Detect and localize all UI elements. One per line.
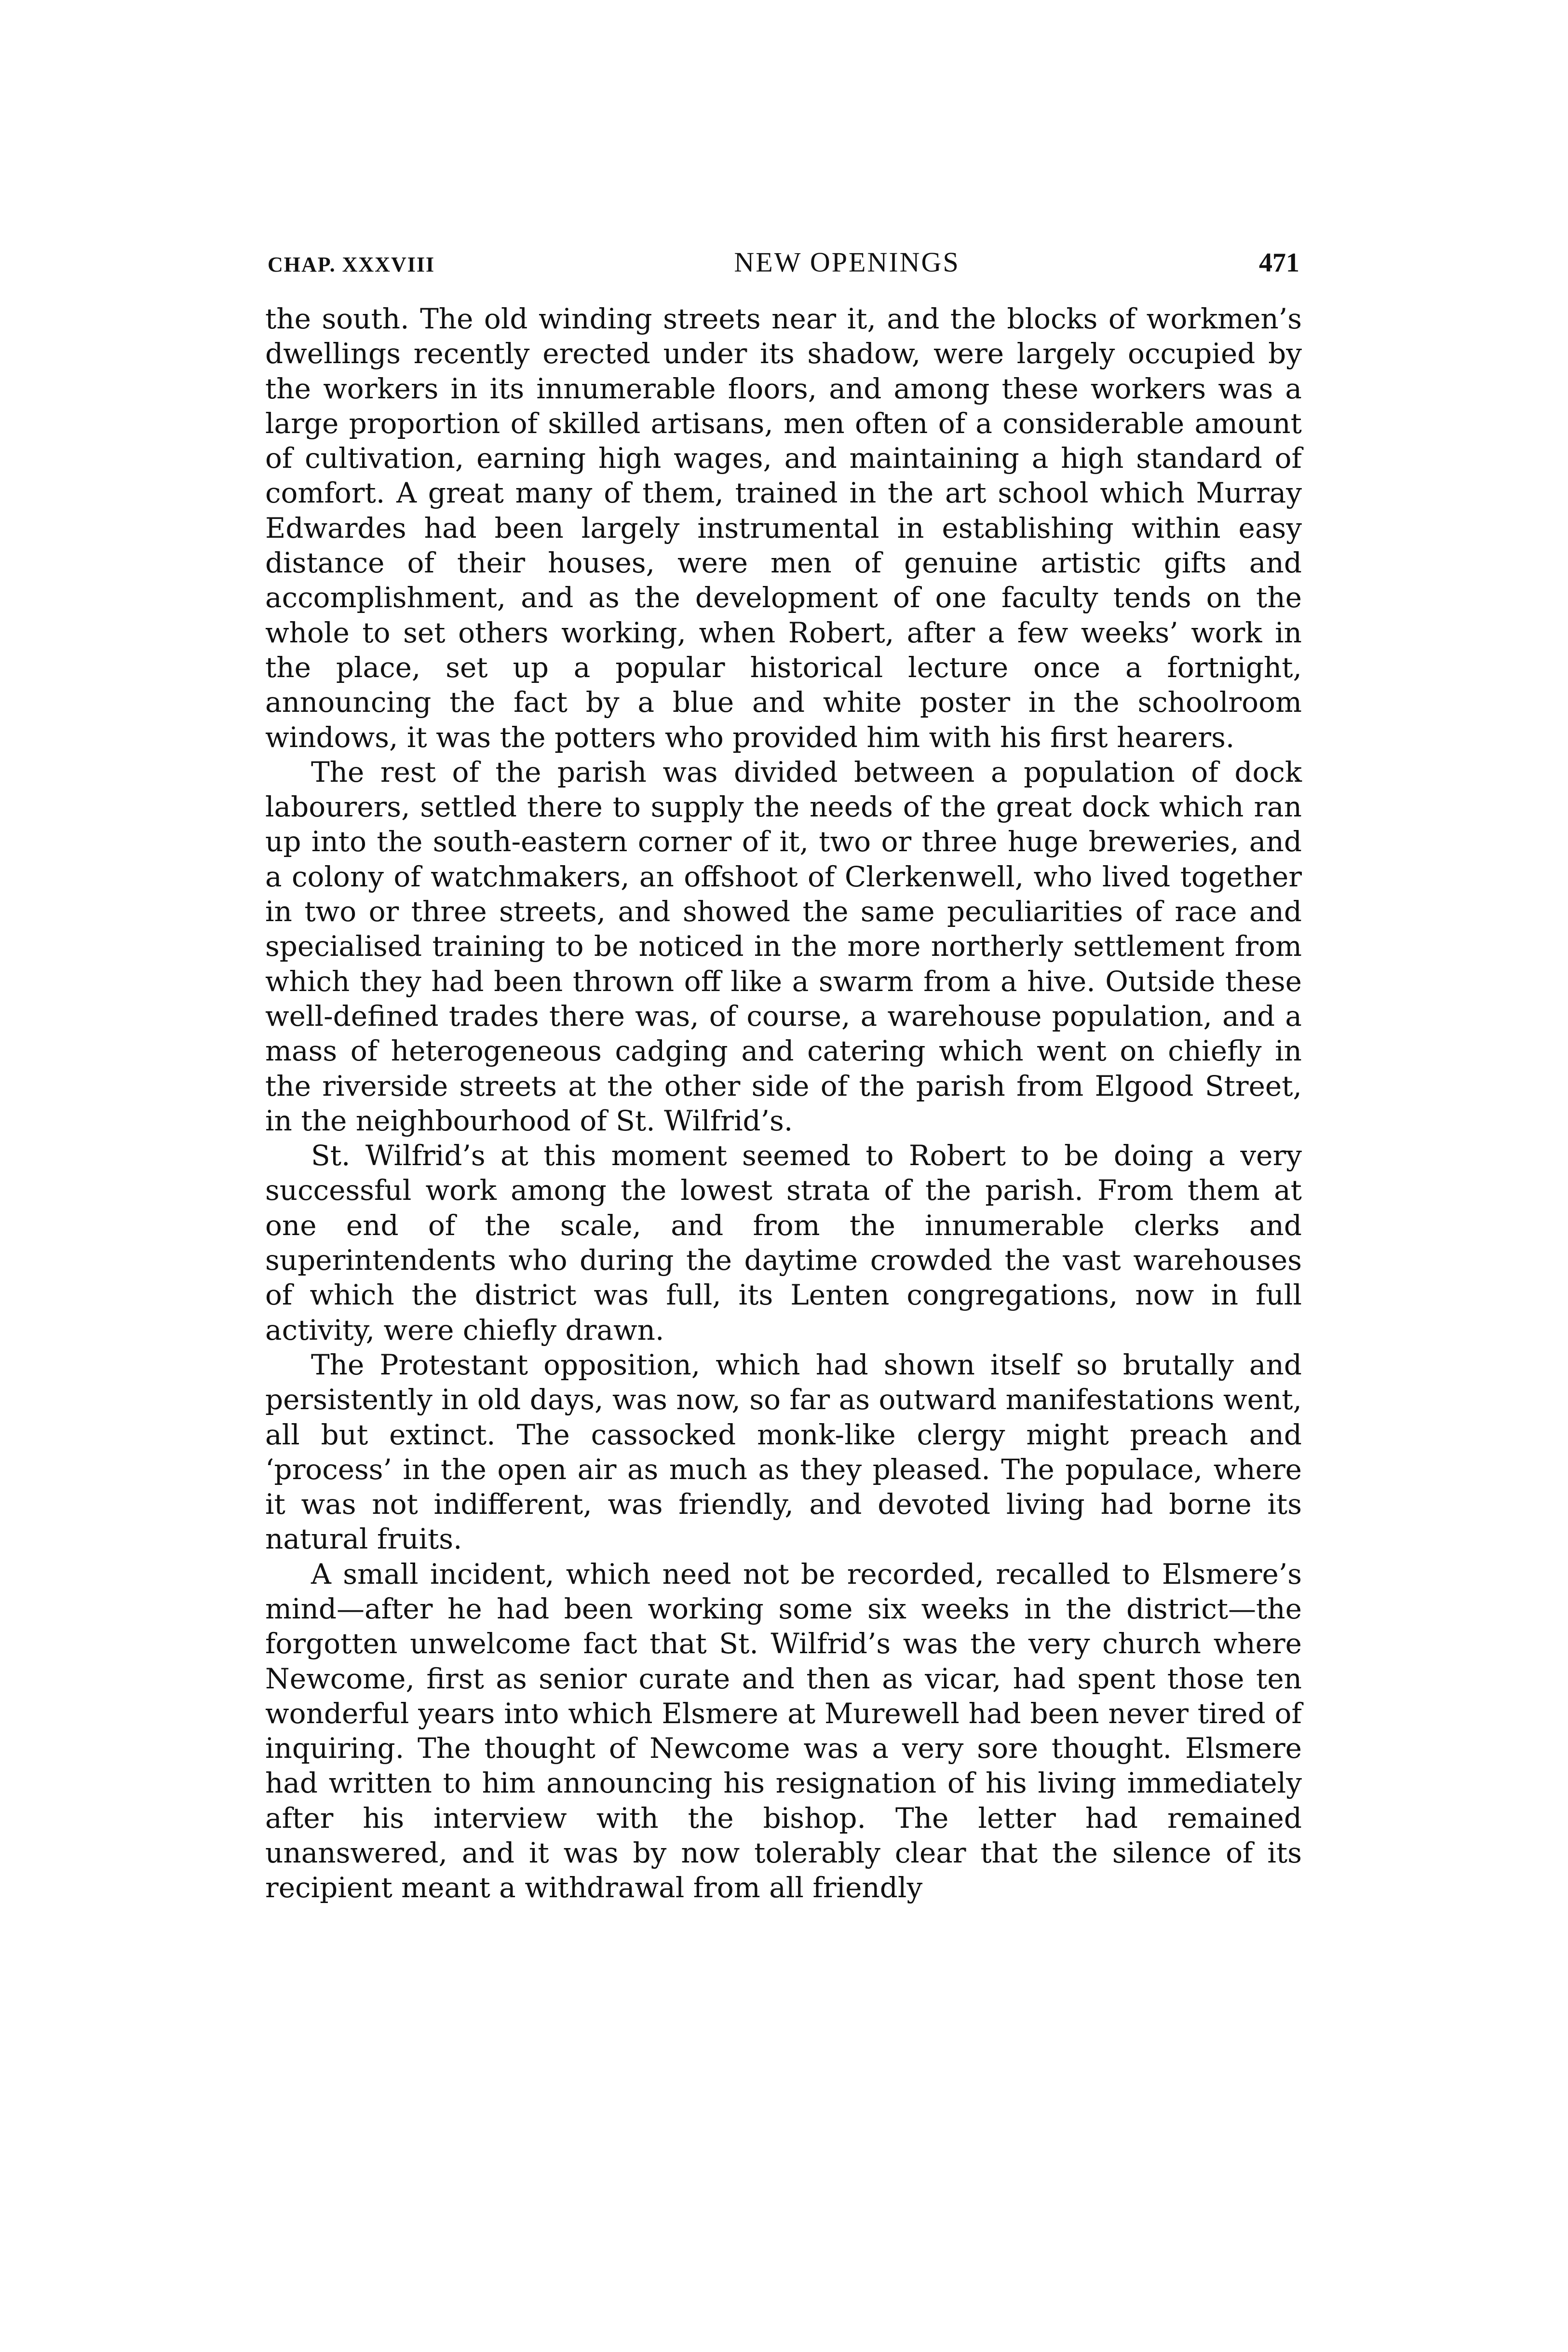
chapter-label: CHAP. XXXVIII [268,253,435,276]
body-text [265,301,1302,1905]
paragraph-continued: the south. The old winding streets near it, and the blocks of workmen’s dwellings recently erected under its shadow, were largely occupied by the workers in its innumerable floors, and among these workers was a large proportion of skilled artisans, men often of a considerable amount of cultivation, earning high wages, and maintaining a high standard of comfort. A great many of them, trained in the art school which Murray Edwardes had been largely instrumental in establishing within easy distance of their houses, were men of genuine artistic gifts and accomplishment, and as the development of one faculty tends on the whole to set others working, when Robert, after a few weeks’ work in the place, set up a popular historical lecture once a fortnight, announcing the fact by a blue and white poster in the schoolroom windows, it was the potters who provided him with his first hearers. [265,302,1302,754]
running-head [268,246,1299,289]
paragraph-parish-population: The rest of the parish was divided between a population of dock labourers, settled there to supply the needs of the great dock which ran up into the south-eastern corner of it, two or three huge breweries, and a colony of watchmakers, an offshoot of Clerkenwell, who lived together in two or three streets, and showed the same peculiarities of race and specialised training to be noticed in the more northerly settlement from which they had been thrown off like a swarm from a hive. Outside these well-defined trades there was, of course, a warehouse population, and a mass of heterogeneous cadging and catering which went on chiefly in the riverside streets at the other side of the parish from Elgood Street, in the neighbourhood of St. Wilfrid’s. [265,755,1302,1137]
page-number: 471 [1259,248,1299,278]
paragraph-st-wilfrids: St. Wilfrid’s at this moment seemed to Robert to be doing a very successful work among the lowest strata of the parish. From them at one end of the scale, and from the innumerable clerks and superintendents who during the daytime crowded the vast warehouses of which the district was full, its Lenten congregations, now in full activity, were chiefly drawn. [265,1139,1302,1346]
running-title: NEW OPENINGS [734,246,960,278]
paragraph-small-incident: A small incident, which need not be recorded, recalled to Elsmere’s mind—after he had been working some six weeks in the district—the forgotten unwelcome fact that St. Wilfrid’s was the very church where Newcome, first as senior curate and then as vicar, had spent those ten wonderful years into which Elsmere at Murewell had been never tired of inquiring. The thought of Newcome was a very sore thought. Elsmere had written to him announcing his resignation of his living immediately after his interview with the bishop. The letter had remained unanswered, and it was by now tolerably clear that the silence of its recipient meant a withdrawal from all friendly [265,1557,1302,1904]
paragraph-protestant-opposition: The Protestant opposition, which had shown itself so brutally and persistently in old days, was now, so far as outward manifestations went, all but extinct. The cassocked monk-like clergy might preach and ‘process’ in the open air as much as they pleased. The populace, where it was not indifferent, was friendly, and devoted living had borne its natural fruits. [265,1348,1302,1556]
